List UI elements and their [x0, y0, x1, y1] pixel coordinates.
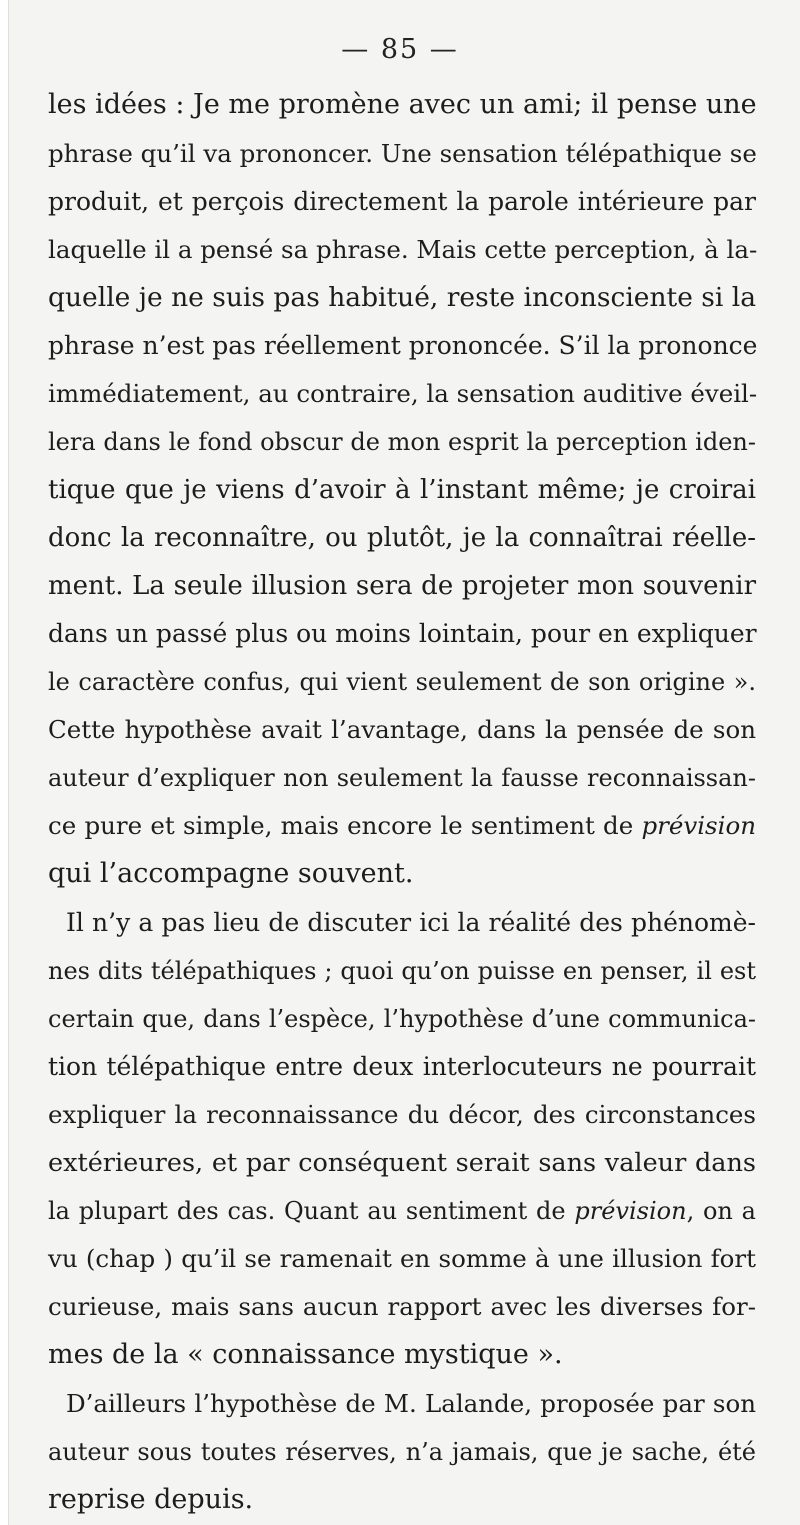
text-line: laquelle il a pensé sa phrase. Mais cette perception, à la-: [48, 235, 758, 264]
text-line: extérieures, et par conséquent serait sans valeur dans: [48, 1148, 756, 1178]
text-line: expliquer la reconnaissance du décor, des circonstances: [48, 1100, 756, 1129]
text-line: Cette hypothèse avait l’avantage, dans la pensée de son: [48, 715, 756, 744]
page-number: — 85 —: [341, 34, 459, 65]
text-line: le caractère confus, qui vient seulement de son origine ».: [48, 668, 756, 696]
text-line: quelle je ne suis pas habitué, reste inconsciente si la: [48, 282, 757, 313]
text-line: Il n’y a pas lieu de discuter ici la réalité des phénomè-: [66, 908, 756, 937]
italic-term: prévision: [641, 811, 756, 840]
text-line: phrase n’est pas réellement prononcée. S’il la prononce: [48, 331, 758, 360]
text-line: auteur d’expliquer non seulement la fausse reconnaissan-: [48, 764, 756, 792]
text-line: les idées : Je me promène avec un ami; il pense une: [48, 89, 757, 120]
text-line: phrase qu’il va prononcer. Une sensation télépathique se: [48, 139, 757, 168]
text-span: , on a: [686, 1197, 756, 1225]
text-line: auteur sous toutes réserves, n’a jamais, que je sache, été: [48, 1438, 756, 1466]
text-line: curieuse, mais sans aucun rapport avec les diverses for-: [48, 1292, 756, 1321]
text-line: mes de la « connaissance mystique ».: [48, 1339, 563, 1370]
text-line: D’ailleurs l’hypothèse de M. Lalande, proposée par son: [66, 1389, 756, 1418]
text-line: vu (chap ) qu’il se ramenait en somme à une illusion fort: [48, 1244, 756, 1273]
text-line: ment. La seule illusion sera de projeter mon souvenir: [48, 571, 756, 601]
text-span: la plupart des cas. Quant au sentiment de: [48, 1197, 575, 1225]
text-line: lera dans le fond obscur de mon esprit la perception iden-: [48, 428, 756, 456]
text-line: tique que je viens d’avoir à l’instant même; je croirai: [48, 475, 756, 505]
text-line: [48, 802, 756, 850]
italic-term: prévision: [574, 1197, 687, 1225]
text-line: produit, et perçois directement la parole intérieure par: [48, 187, 756, 216]
text-line: reprise depuis.: [48, 1484, 254, 1515]
text-line: tion télépathique entre deux interlocuteurs ne pourrait: [48, 1052, 756, 1081]
text-line: [48, 1187, 756, 1235]
text-line: qui l’accompagne souvent.: [48, 858, 414, 889]
text-line: donc la reconnaître, ou plutôt, je la connaîtrai réelle-: [48, 523, 756, 553]
text-line: dans un passé plus ou moins lointain, pour en expliquer: [48, 619, 757, 648]
text-span: ce pure et simple, mais encore le sentiment de: [48, 811, 642, 840]
text-line: nes dits télépathiques ; quoi qu’on puisse en penser, il est: [48, 957, 756, 985]
text-line: certain que, dans l’espèce, l’hypothèse d’une communica-: [48, 1005, 756, 1033]
text-line: immédiatement, au contraire, la sensation auditive éveil-: [48, 379, 758, 408]
